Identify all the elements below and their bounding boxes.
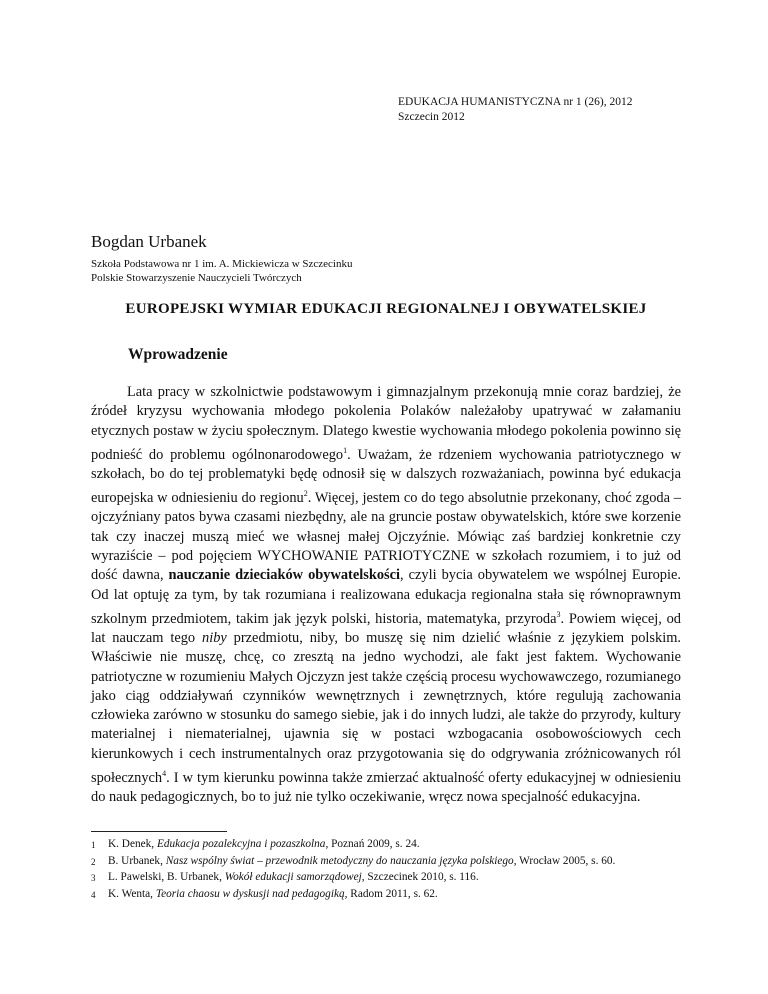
bold-phrase: nauczanie dzieciaków obywatelskości <box>168 567 401 584</box>
footnote-ref: 1 <box>343 445 348 455</box>
affiliation-association: Polskie Stowarzyszenie Nauczycieli Twórczych <box>91 272 302 284</box>
footnote-text <box>108 837 681 854</box>
footnote-ref: 2 <box>303 489 308 499</box>
footnote-title: Edukacja pozalekcyjna i pozaszkolna <box>156 838 326 850</box>
footnote-source: , Poznań 2009, s. 24. <box>325 838 420 850</box>
body-text: Lata pracy w szkolnictwie podstawowym i gimnazjalnym przekonują mnie coraz bardziej, że źródeł kryzysu wychowania młodego pokolenia Polaków należałoby upatrywać w załamaniu etycznych postaw w życiu społecznym. Dlatego kwestie wychowania młodego pokolenia powinno się podnieść do problemu ogólnonarodowego <box>91 384 681 463</box>
journal-name: EDUKACJA HUMANISTYCZNA nr 1 (26), 2012 <box>398 96 633 108</box>
footnote-number: 4 <box>91 889 96 900</box>
footnote-author: K. Denek, <box>108 838 157 850</box>
footnote-text <box>108 870 681 887</box>
footnote-author: L. Pawelski, B. Urbanek, <box>108 871 225 883</box>
footnote-number: 2 <box>91 856 96 867</box>
footnote <box>91 837 681 854</box>
footnote-author: K. Wenta, <box>108 887 156 900</box>
footnote-ref: 4 <box>162 769 167 779</box>
article-title: EUROPEJSKI WYMIAR EDUKACJI REGIONALNEJ I OBYWATELSKIEJ <box>125 301 647 317</box>
journal-place: Szczecin 2012 <box>398 111 465 123</box>
footnote-ref: 3 <box>556 609 561 619</box>
body-text: . I w tym kierunku powinna także zmierzać aktualność oferty edukacyjnej w odniesieniu do nauk pedagogicznych, bo to już nie tylko oczekiwanie, wręcz nowa specjalność edukacyjna. <box>91 769 681 806</box>
footnote-number: 1 <box>91 840 96 850</box>
footnote <box>91 854 681 871</box>
body-text: . Więcej, jestem co do tego absolutnie przekonany, choć zgoda – ojczyźniany patos bywa czasami niezbędny, ale na gruncie postaw obywatelskich, które swe korzenie tak czy inaczej muszą mieć we własnej małej Ojczyźnie. Mówiąc zaś bardziej konkretnie czy wyraziście – pod pojęciem WYCHOWANIE PATRIOTYCZNE w szkołach rozumiem, i to już od dość dawna, <box>91 490 682 584</box>
footnote-source: , Szczecinek 2010, s. 116. <box>361 871 479 883</box>
author-affiliations <box>91 257 353 285</box>
footnote-title: Nasz wspólny świat – przewodnik metodyczny do nauczania języka polskiego <box>165 854 514 867</box>
footnote-text <box>108 854 681 871</box>
body-text: przedmiotu, niby, bo muszę się nim dzielić właśnie z językiem polskim. Właściwie nie muszę, chcę, co zresztą na jedno wychodzi, ale fakt jest faktem. Wychowanie patriotyczne w rozumieniu Małych Ojczyzn jest także częścią procesu wychowawczego, rozumianego jako ciąg oddziaływań czynników wewnętrznych i zewnętrznych, które regulują zachowania człowieka zarówno w stosunku do samego siebie, jak i do innych ludzi, ale także do przyrody, kultury materialnej i niematerialnej, ujawnia się w postaci wzbogacania osobowościowych cech kierunkowych i cech instrumentalnych oraz przygotowania się do odgrywania zróżnicowanych ról społecznych <box>91 629 681 786</box>
body-text: . Uważam, że rdzeniem wychowania patriotycznego w szkołach, bo do tej problematyki będę odnosił się w dalszych rozważaniach, powinna być edukacja europejska w odniesieniu do regionu <box>91 446 681 507</box>
footnote-source: , Radom 2011, s. 62. <box>344 887 438 900</box>
section-heading: Wprowadzenie <box>128 346 228 363</box>
footnote-source: , Wrocław 2005, s. 60. <box>513 854 616 867</box>
footnote-title: Teoria chaosu w dyskusji nad pedagogiką <box>155 887 345 900</box>
footnote-author: B. Urbanek, <box>108 854 166 867</box>
author-name: Bogdan Urbanek <box>91 232 207 251</box>
affiliation-school: Szkoła Podstawowa nr 1 im. A. Mickiewicza w Szczecinku <box>91 258 353 270</box>
body-text: . Powiem więcej, od lat nauczam tego <box>91 610 681 646</box>
footnotes <box>91 837 681 903</box>
italic-word: niby <box>202 629 227 646</box>
footnote-title: Wokół edukacji samorządowej <box>224 871 362 883</box>
footnote <box>91 887 681 904</box>
footnote-number: 3 <box>91 873 96 883</box>
footnote <box>91 870 681 887</box>
body-paragraph <box>91 383 681 807</box>
journal-header <box>398 95 632 125</box>
footnote-text <box>108 887 681 904</box>
footnote-divider <box>91 831 227 832</box>
body-text: , czyli bycia obywatelem we wspólnej Europie. Od lat optuję za tym, by tak rozumiana i realizowana edukacja regionalna stała się równoprawnym szkolnym przedmiotem, takim jak język polski, historia, matematyka, przyroda <box>91 567 681 627</box>
